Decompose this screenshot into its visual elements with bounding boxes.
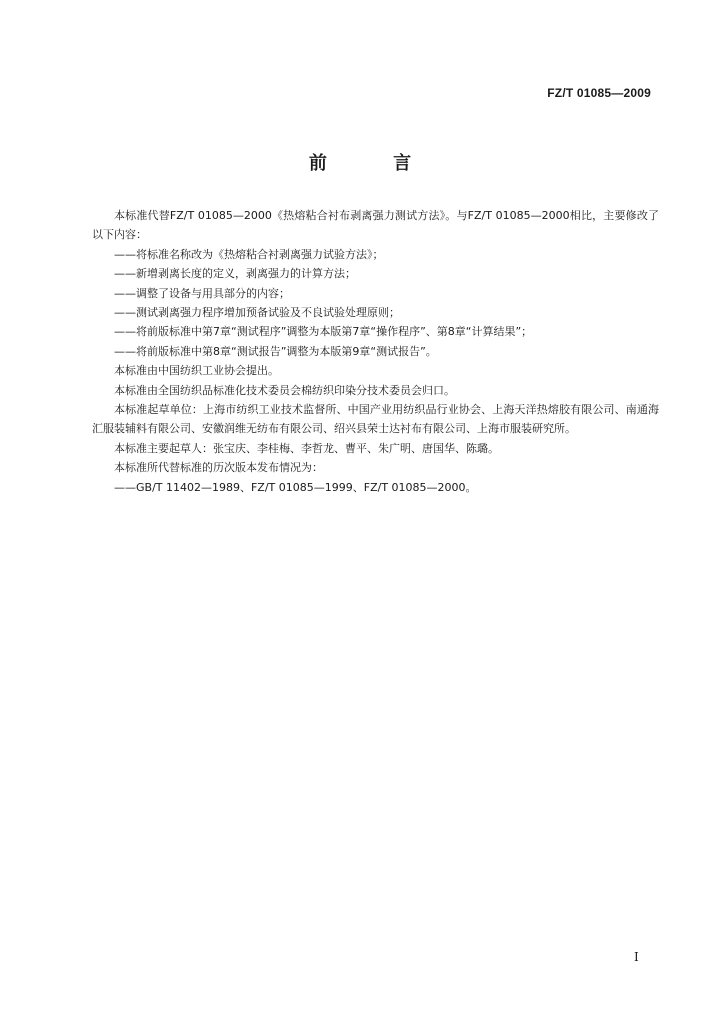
list-item-procedure: ——测试剥离强力程序增加预备试验及不良试验处理原则； [114, 306, 400, 320]
list-item-chapter-7: ——将前版标准中第7章“测试程序”调整为本版第7章“操作程序”、第8章“计算结果”； [114, 325, 533, 339]
paragraph-drafters: 本标准主要起草人：张宝庆、李桂梅、李哲龙、曹平、朱广明、唐国华、陈璐。 [114, 441, 499, 455]
page-title: 前 言 [308, 153, 442, 174]
paragraph-drafting-units: 本标准起草单位：上海市纺织工业技术监督所、中国产业用纺织品行业协会、上海天洋热熔胶有限公司、南通海汇服装辅料有限公司、安徽润维无纺布有限公司、绍兴县荣士达衬布有限公司、上海市服装研究所。 [92, 403, 659, 436]
list-item-chapter-8: ——将前版标准中第8章“测试报告”调整为本版第9章“测试报告”。 [114, 344, 437, 358]
paragraph-committee: 本标准由全国纺织品标准化技术委员会棉纺织印染分技术委员会归口。 [114, 383, 455, 397]
list-item-history: ——GB/T 11402—1989、FZ/T 01085—1999、FZ/T 01085—2000。 [114, 480, 477, 494]
list-item-new-definition: ——新增剥离长度的定义，剥离强力的计算方法； [114, 267, 356, 281]
standard-code: FZ/T 01085—2009 [547, 86, 651, 100]
list-item-rename: ——将标准名称改为《热熔粘合衬剥离强力试验方法》； [114, 247, 384, 261]
paragraph-history-intro: 本标准所代替标准的历次版本发布情况为： [114, 461, 323, 475]
paragraph-proposer: 本标准由中国纺织工业协会提出。 [114, 364, 279, 378]
page-number: I [634, 950, 639, 964]
list-item-equipment: ——调整了设备与用具部分的内容； [114, 286, 290, 300]
document-body [92, 206, 659, 497]
paragraph-replacement-intro: 本标准代替FZ/T 01085—2000《热熔粘合衬布剥离强力测试方法》。与FZ/T 01085—2000相比，主要修改了以下内容： [92, 209, 659, 242]
